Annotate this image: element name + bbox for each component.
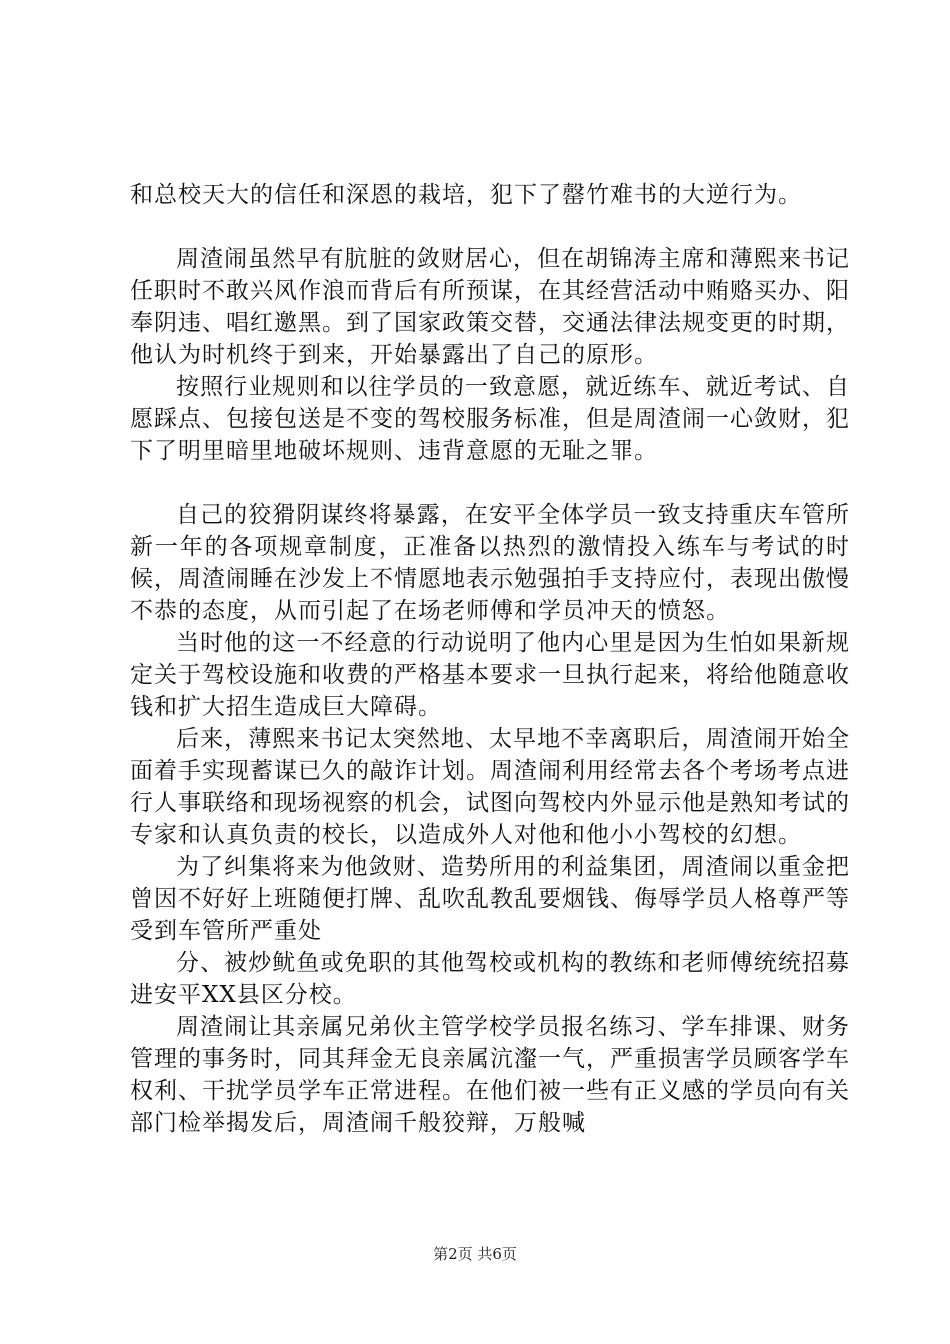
paragraph: 按照行业规则和以往学员的一致意愿，就近练车、就近考试、自愿踩点、包接包送是不变的驾校服务标准，但是周渣闹一心敛财，犯下了明里暗里地破坏规则、违背意愿的无耻之罪。 — [130, 374, 850, 464]
paragraph: 周渣闹虽然早有肮脏的敛财居心，但在胡锦涛主席和薄熙来书记任职时不敢兴风作浪而背后有所预谋，在其经营活动中贿赂买办、阳奉阴违、唱红邀黑。到了国家政策交替，交通法律法规变更的时期，他认为时机终于到来，开始暴露出了自己的原形。 — [130, 246, 850, 368]
page-footer — [0, 1243, 950, 1264]
page-number-label: 第2页 共6页 — [433, 1245, 517, 1263]
paragraph: 分、被炒鱿鱼或免职的其他驾校或机构的教练和老师傅统统招募进安平XX县区分校。 — [130, 950, 850, 1008]
paragraph-gap — [130, 467, 850, 499]
paragraph: 周渣闹让其亲属兄弟伙主管学校学员报名练习、学车排课、财务管理的事务时，同其拜金无良亲属沆瀣一气，严重损害学员顾客学车权利、干扰学员学车正常进程。在他们被一些有正义感的学员向有关部门检举揭发后，周渣闹千般狡辩，万般喊 — [130, 1014, 850, 1136]
paragraph: 后来，薄熙来书记太突然地、太早地不幸离职后，周渣闹开始全面着手实现蓄谋已久的敲诈计划。周渣闹利用经常去各个考场考点进行人事联络和现场视察的机会，试图向驾校内外显示他是熟知考试的专家和认真负责的校长，以造成外人对他和他小小驾校的幻想。 — [130, 726, 850, 848]
paragraph: 和总校天大的信任和深恩的栽培，犯下了罄竹难书的大逆行为。 — [130, 182, 802, 208]
paragraph: 当时他的这一不经意的行动说明了他内心里是因为生怕如果新规定关于驾校设施和收费的严格基本要求一旦执行起来，将给他随意收钱和扩大招生造成巨大障碍。 — [130, 630, 850, 720]
paragraph-gap — [130, 211, 850, 243]
document-body — [130, 179, 850, 1139]
paragraph: 为了纠集将来为他敛财、造势所用的利益集团，周渣闹以重金把曾因不好好上班随便打牌、乱吹乱教乱要烟钱、侮辱学员人格尊严等受到车管所严重处 — [130, 854, 850, 944]
paragraph: 自己的狡猾阴谋终将暴露，在安平全体学员一致支持重庆车管所新一年的各项规章制度，正准备以热烈的激情投入练车与考试的时候，周渣闹睡在沙发上不情愿地表示勉强拍手支持应付，表现出傲慢不恭的态度，从而引起了在场老师傅和学员冲天的愤怒。 — [130, 502, 850, 624]
